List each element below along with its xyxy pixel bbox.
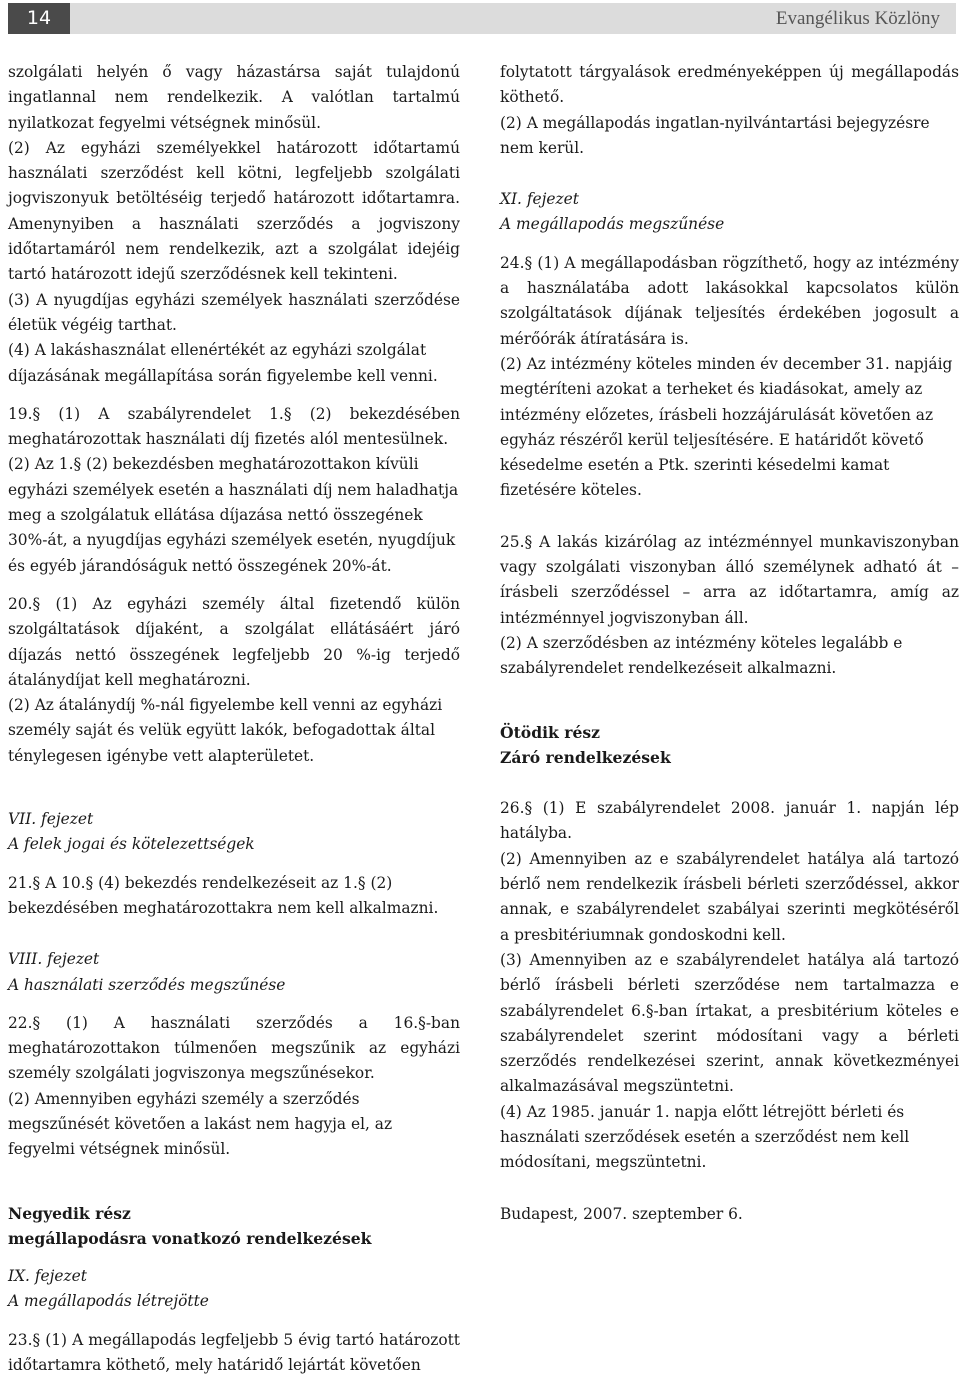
page-header <box>8 3 956 34</box>
part-5-number: Ötödik rész <box>500 722 601 742</box>
paragraph: (4) Az 1985. január 1. napja előtt létrejött bérleti és használati szerződések esetén a szerződést nem kell módosítani, megszüntetni. <box>500 1102 910 1172</box>
chapter-11-number: XI. fejezet <box>500 190 579 209</box>
part-4-number: Negyedik rész <box>8 1203 131 1223</box>
part-5-title: Záró rendelkezések <box>500 747 671 767</box>
journal-title: Evangélikus Közlöny <box>775 8 940 29</box>
section-23: 23.§ (1) A megállapodás legfeljebb 5 évig tartó határozott időtartamra köthető, mely határidő lejártát követően <box>8 1330 460 1375</box>
chapter-9-number: IX. fejezet <box>8 1267 87 1286</box>
section-19: 19.§ (1) A szabályrendelet 1.§ (2) bekezdésében meghatározottak használati díj fizetés alól mentesülnek. <box>8 404 460 449</box>
chapter-7-title: A felek jogai és kötelezettségek <box>8 835 255 854</box>
section-24: 24.§ (1) A megállapodásban rögzíthető, hogy az intézmény a használatába adott lakásokkal kapcsolatos külön szolgáltatások díjának teljesítés érdekében jogosult a mérőórák átíratására is. <box>500 253 959 348</box>
paragraph: (2) Amennyiben az e szabályrendelet hatálya alá tartozó bérlő nem rendelkezik írásbeli bérleti szerződéssel, akkor annak, e szabályrendelet szabályai szerinti megkötéséről a presbitériumnak gondoskodni kell. <box>500 849 959 944</box>
part-4-title: megállapodásra vonatkozó rendelkezések <box>8 1228 372 1248</box>
paragraph: (3) A nyugdíjas egyházi személyek használati szerződése életük végéig tarthat. <box>8 290 460 334</box>
paragraph: (2) Az egyházi személyekkel határozott időtartamú használati szerződést kell kötni, legfeljebb szolgálati jogviszonyuk betöltéséig terjedő határozott időtartamra. Amenynyiben a használati szerződés a jogviszony időtartamáról nem rendelkezik, azt a szolgálat idejéig tartó határozott idejű szerződésnek kell tekinteni. <box>8 138 460 284</box>
paragraph: (2) Az 1.§ (2) bekezdésben meghatározottakon kívüli egyházi személyek esetén a használati díj nem haladhatja meg a szolgálatuk ellátása díjazása nettó összegének 30%-át, a nyugdíjas egyházi személyek esetén, nyugdíjuk és egyéb járandóságuk nettó összegének 20%-át. <box>8 455 459 575</box>
signature-date: Budapest, 2007. szeptember 6. <box>500 1204 743 1223</box>
section-22: 22.§ (1) A használati szerződés a 16.§-ban meghatározottakon túlmenően megszűnik az egyházi személy szolgálati jogviszonya megszűnésekor. <box>8 1013 460 1083</box>
page-number: 14 <box>8 3 70 34</box>
right-column <box>500 60 959 1227</box>
chapter-9-title: A megállapodás létrejötte <box>8 1292 209 1311</box>
paragraph: (2) Amennyiben egyházi személy a szerződés megszűnését követően a lakást nem hagyja el, az fegyelmi vétségnek minősül. <box>8 1089 393 1159</box>
paragraph: (2) A szerződésben az intézmény köteles legalább e szabályrendelet rendelkezéseit alkalmazni. <box>500 633 903 678</box>
chapter-8-number: VIII. fejezet <box>8 950 100 969</box>
paragraph: (3) Amennyiben az e szabályrendelet hatálya alá tartozó bérlő írásbeli bérleti szerződése nem tartalmazza e szabályrendelet 6.§-ban írtakat, a presbitérium köteles e szabályrendelet szerint módosítani vagy a bérleti szerződés rendelkezései szerint, annak következményei alkalmazásával megszüntetni. <box>500 950 959 1096</box>
paragraph: (4) A lakáshasználat ellenértékét az egyházi szolgálat díjazásának megállapítása során figyelembe kell venni. <box>8 341 438 385</box>
chapter-7-number: VII. fejezet <box>8 810 94 829</box>
paragraph: szolgálati helyén ő vagy házastársa saját tulajdonú ingatlannal nem rendelkezik. A valótlan tartalmú nyilatkozat fegyelmi vétségnek minősül. <box>8 63 460 132</box>
section-20: 20.§ (1) Az egyházi személy által fizetendő külön szolgáltatások díjaként, a szolgálat ellátásáért járó díjazás nettó összegének legfeljebb 20 %-ig terjedő átalánydíjat kell meghatározni. <box>8 594 460 689</box>
chapter-11-title: A megállapodás megszűnése <box>500 215 725 234</box>
section-26: 26.§ (1) E szabályrendelet 2008. január 1. napján lép hatályba. <box>500 799 959 843</box>
section-21: 21.§ A 10.§ (4) bekezdés rendelkezéseit az 1.§ (2) bekezdésében meghatározottakra nem kell alkalmazni. <box>8 873 439 917</box>
section-25: 25.§ A lakás kizárólag az intézménnyel munkaviszonyban vagy szolgálati viszonyban álló személynek adható át – írásbeli szerződéssel – arra az időtartamra, amíg az intézménnyel jogviszonyban áll. <box>500 532 959 627</box>
paragraph: (2) Az átalánydíj %-nál figyelembe kell venni az egyházi személy saját és velük együtt lakók, befogadottak által ténylegesen igénybe vett alapterületet. <box>8 696 443 765</box>
paragraph: (2) Az intézmény köteles minden év december 31. napjáig megtéríteni azokat a terheket és kiadásokat, amely az intézmény előzetes, írásbeli hozzájárulását követően az egyház részéről kerül teljesítésére. E határidőt követő késedelme esetén a Ptk. szerinti késedelmi kamat fizetésére köteles. <box>500 354 953 500</box>
paragraph: folytatott tárgyalások eredményeképpen új megállapodás köthető. <box>500 63 959 107</box>
left-column <box>8 60 460 1378</box>
chapter-8-title: A használati szerződés megszűnése <box>8 975 286 994</box>
paragraph: (2) A megállapodás ingatlan-nyilvántartási bejegyzésre nem kerül. <box>500 113 930 157</box>
